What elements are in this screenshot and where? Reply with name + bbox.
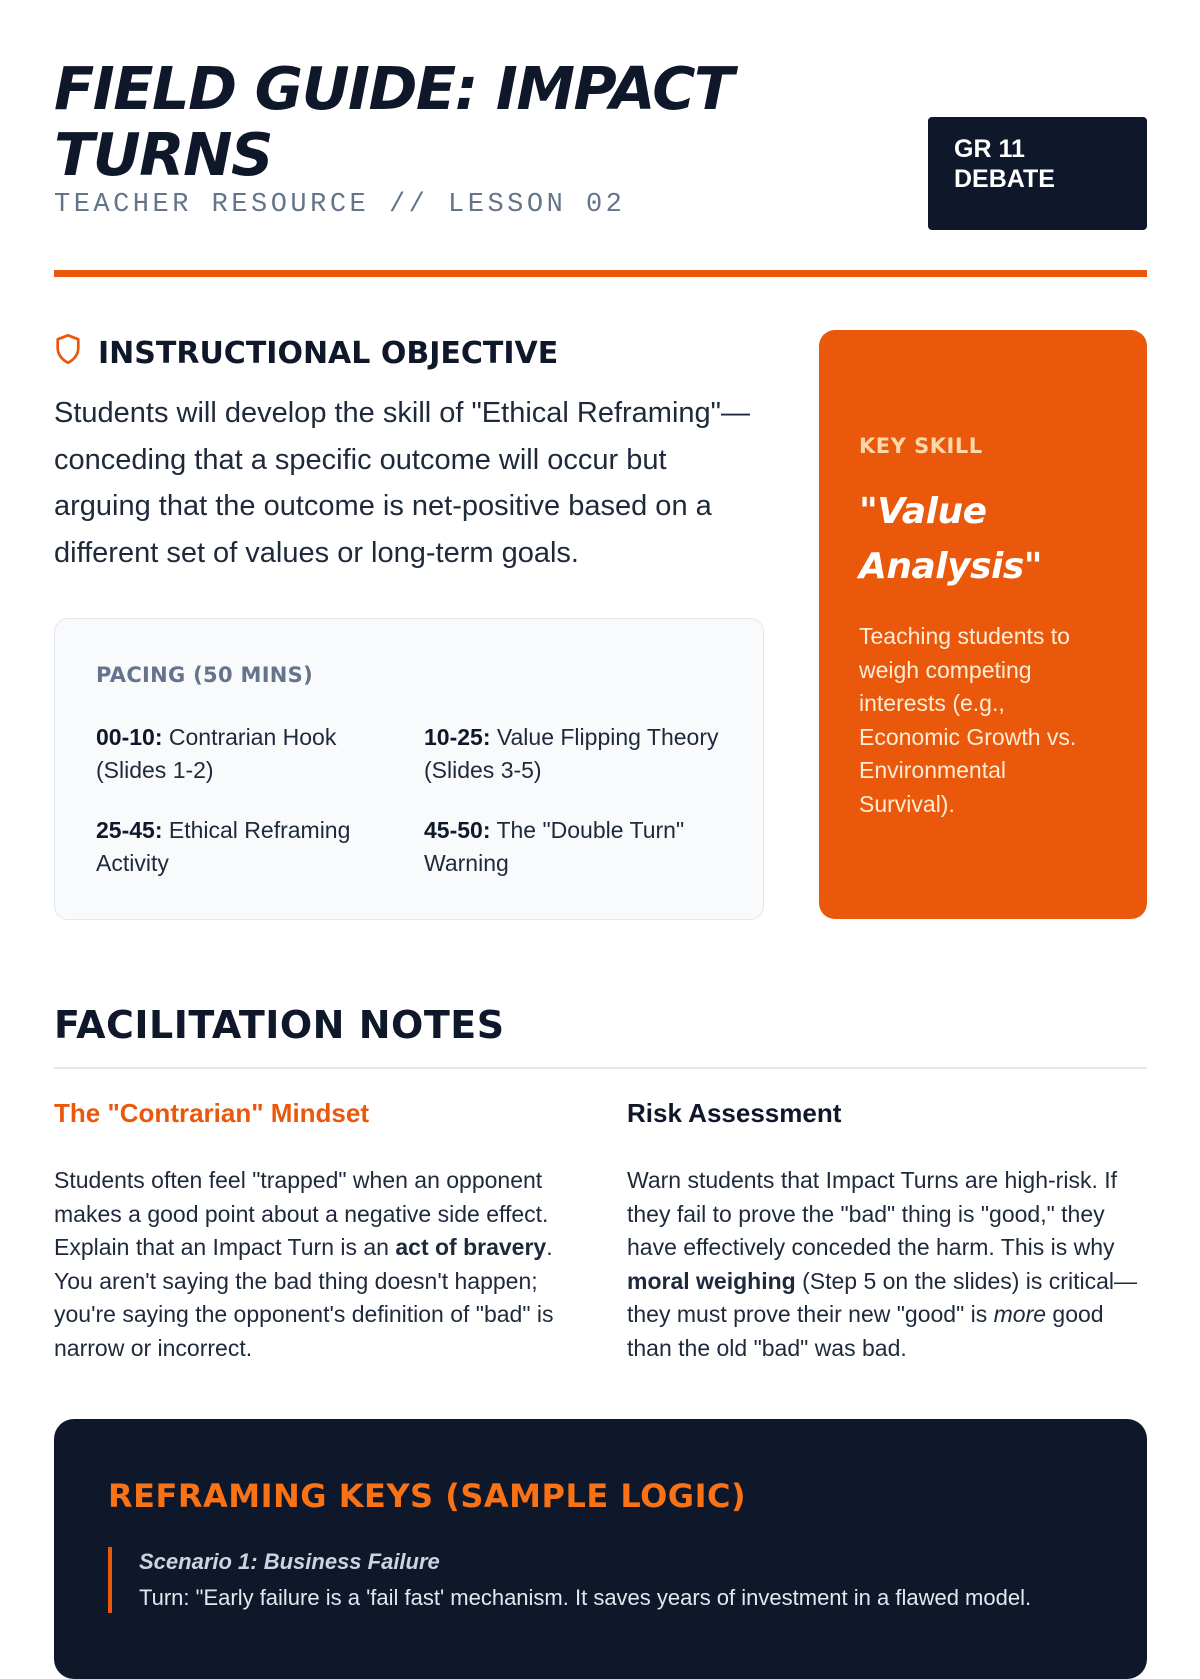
page-title: FIELD GUIDE: IMPACT TURNS: [54, 54, 733, 189]
key-skill-description: Teaching students to weigh competing interests (e.g., Economic Growth vs. Environmental Survival).: [859, 623, 1077, 817]
facilitation-divider: [54, 1067, 1147, 1069]
reframing-keys-title: REFRAMING KEYS (SAMPLE LOGIC): [108, 1477, 747, 1515]
note-italic: more: [993, 1301, 1047, 1327]
objective-heading: [54, 333, 558, 373]
note-text-part: (Step 5 on the slides) is critical—they must prove their new "good" is: [627, 1267, 1137, 1327]
pacing-label: The "Double Turn" Warning: [424, 817, 685, 876]
objective-heading-label: INSTRUCTIONAL OBJECTIVE: [98, 335, 559, 371]
facilitation-heading: FACILITATION NOTES: [54, 1003, 505, 1047]
page-subtitle: TEACHER RESOURCE // LESSON 02: [54, 190, 626, 220]
pacing-time: 00-10:: [96, 724, 163, 750]
pacing-time: 25-45:: [96, 817, 163, 843]
key-skill-quote: "Value Analysis": [859, 491, 1043, 587]
pacing-item: [96, 814, 396, 880]
pacing-item: [96, 721, 396, 787]
pacing-label: Ethical Reframing Activity: [96, 817, 351, 876]
pacing-time: 45-50:: [424, 817, 491, 843]
scenario-block: [108, 1547, 1129, 1613]
grade-badge: GR 11 DEBATE: [928, 117, 1147, 230]
note-text-part: Warn students that Impact Turns are high-risk. If they fail to prove the "bad" thing is "good," they have effectively conceded the harm. This is why: [627, 1167, 1118, 1260]
note-contrarian-mindset: [54, 1098, 564, 1365]
header-divider: [54, 270, 1147, 277]
pacing-item: [424, 814, 724, 880]
key-skill-label: KEY SKILL: [859, 434, 983, 458]
note-text: [54, 1164, 564, 1365]
scenario-text: Turn: "Early failure is a 'fail fast' mechanism. It saves years of investment in a flawed model.: [139, 1585, 1032, 1610]
shield-icon: [54, 333, 98, 373]
pacing-box: [54, 618, 764, 920]
pacing-item: [424, 721, 724, 787]
note-text-part: . You aren't saying the bad thing doesn't happen; you're saying the opponent's definition of "bad" is narrow or incorrect.: [54, 1234, 554, 1361]
note-risk-assessment: [627, 1098, 1137, 1365]
note-text-part: good than the old "bad" was bad.: [627, 1301, 1104, 1361]
scenario-title: Scenario 1: Business Failure: [139, 1549, 440, 1574]
note-text-part: Students often feel "trapped" when an opponent makes a good point about a negative side effect. Explain that an Impact Turn is an: [54, 1167, 549, 1260]
pacing-label: Contrarian Hook (Slides 1-2): [96, 724, 337, 783]
pacing-label: Value Flipping Theory (Slides 3-5): [424, 724, 719, 783]
pacing-title: PACING (50 MINS): [96, 663, 314, 687]
note-emphasis: moral weighing: [627, 1267, 796, 1294]
page: [54, 0, 1147, 1610]
note-text: [627, 1164, 1137, 1365]
pacing-time: 10-25:: [424, 724, 491, 750]
note-title: Risk Assessment: [627, 1098, 842, 1128]
key-skill-card: [819, 330, 1147, 919]
note-emphasis: act of bravery: [395, 1234, 547, 1260]
objective-text: Students will develop the skill of "Ethical Reframing"—conceding that a specific outcome will occur but arguing that the outcome is net-positive based on a different set of values or long-term goals.: [54, 397, 750, 569]
header: [54, 0, 1147, 278]
reframing-keys-panel: [54, 1419, 1147, 1679]
note-title: The "Contrarian" Mindset: [54, 1098, 370, 1128]
